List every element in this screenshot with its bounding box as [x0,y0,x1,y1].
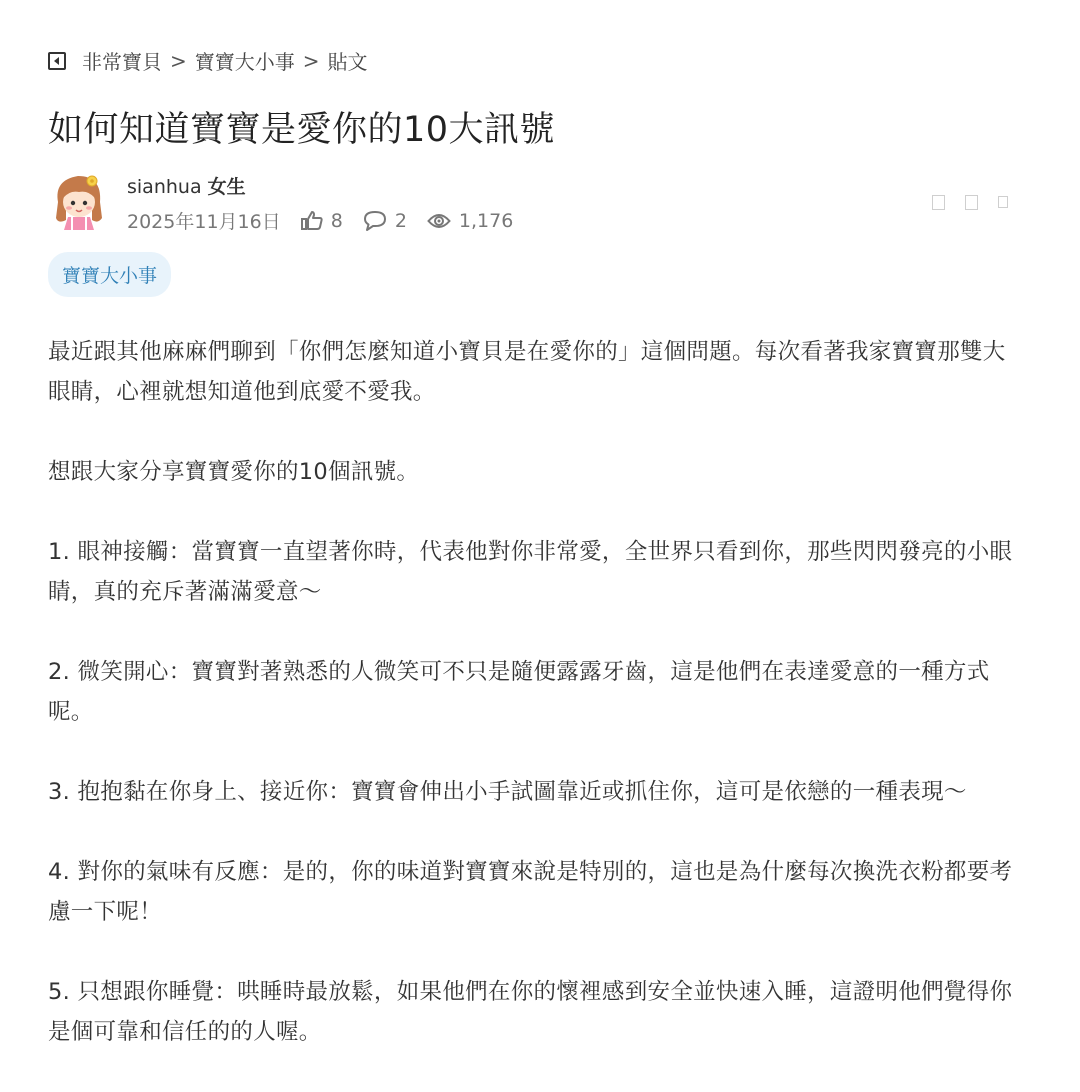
content-paragraph: 5. 只想跟你睡覺：哄睡時最放鬆，如果他們在你的懷裡感到安全並快速入睡，這證明他們覺得你是個可靠和信任的的人喔。 [48,979,1013,1045]
breadcrumb-separator: > [302,48,320,73]
breadcrumb-item-board[interactable]: 寶寶大小事 [194,50,295,74]
like-count-value: 8 [330,209,343,232]
post-title: 如何知道寶寶是愛你的10大訊號 [48,110,556,150]
breadcrumb-separator: > [170,48,187,73]
content-paragraph: 2. 微笑開心：寶寶對著熟悉的人微笑可不只是隨便露露牙齒，這是他們在表達愛意的一種方式呢。 [48,659,990,725]
comment-count-value: 2 [394,209,407,232]
post-date: 2025年11月16日 [127,211,281,233]
post-content [48,332,1028,1092]
content-paragraph: 想跟大家分享寶寶愛你的10個訊號。 [48,459,420,485]
content-paragraph: 1. 眼神接觸：當寶寶一直望著你時，代表他對你非常愛，全世界只看到你，那些閃閃發亮的小眼睛，真的充斥著滿滿愛意～ [48,539,1013,605]
author-block [48,168,513,234]
content-paragraph: 最近跟其他麻麻們聊到「你們怎麼知道小寶貝是在愛你的」這個問題。每次看著我家寶寶那雙大眼睛，心裡就想知道他到底愛不愛我。 [48,339,1006,405]
breadcrumb-item-forum[interactable]: 非常寶貝 [82,50,162,74]
comment-count[interactable] [363,210,407,232]
topic-tag[interactable]: 寶寶大小事 [48,252,171,297]
eye-icon [427,211,451,231]
thumbs-up-icon [301,211,323,231]
view-count [427,210,513,232]
more-options-icon[interactable] [998,196,1008,208]
content-paragraph: 4. 對你的氣味有反應：是的，你的味道對寶寶來說是特別的，這也是為什麼每次換洗衣粉都要考慮一下呢！ [48,859,1013,925]
bookmark-icon[interactable] [932,195,945,210]
breadcrumb-item-post[interactable]: 貼文 [327,50,368,74]
view-count-value: 1,176 [458,209,514,232]
share-icon[interactable] [965,195,978,210]
post-stats [127,207,513,234]
breadcrumb [48,46,368,75]
like-count[interactable] [301,210,343,232]
author-line [127,172,513,199]
author-name[interactable]: sianhua [127,176,202,198]
back-icon[interactable] [48,52,66,70]
author-gender: 女生 [207,176,246,198]
comment-icon [363,210,387,232]
content-paragraph: 3. 抱抱黏在你身上、接近你：寶寶會伸出小手試圖靠近或抓住你，這可是依戀的一種表現～ [48,779,967,805]
post-tools [932,195,1008,210]
avatar[interactable] [48,168,110,230]
